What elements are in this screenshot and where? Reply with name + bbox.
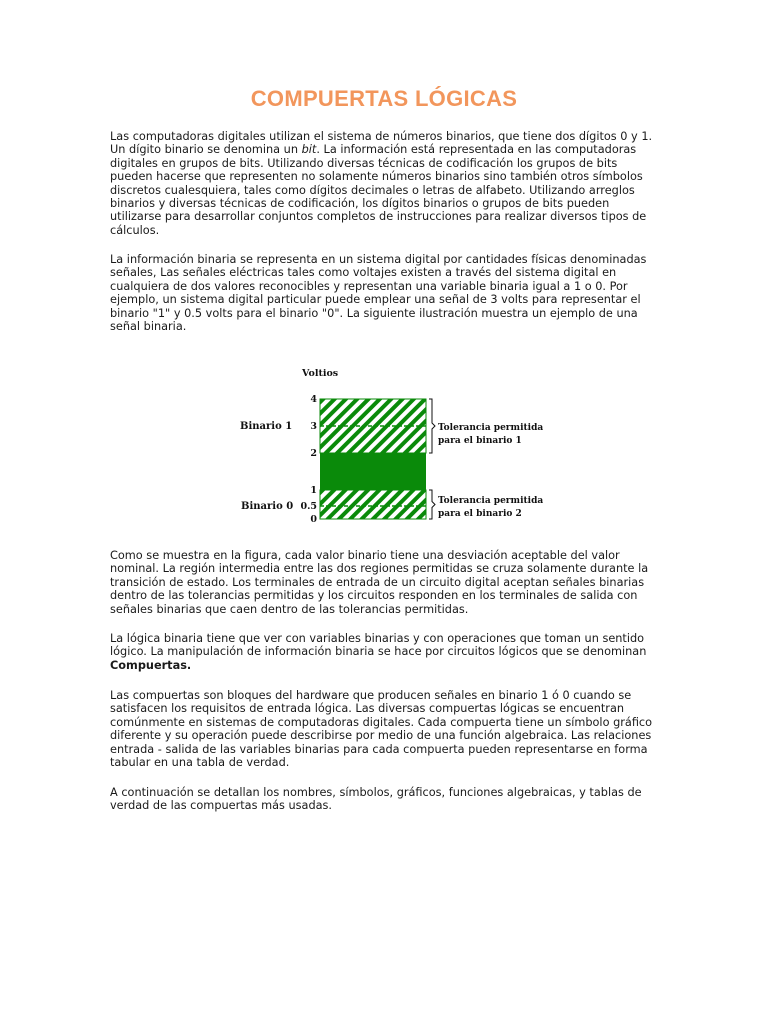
tolerance-binary1-line1: Tolerancia permitida [438,423,544,433]
compuertas-term: Compuertas. [110,658,192,672]
paragraph-binary-logic [110,632,660,672]
paragraph-intro-text-a: Las computadoras digitales utilizan el sistema de números binarios, que tiene dos dígitos 0 y 1. Un dígito binario se denomina un [110,130,653,157]
binary0-tolerance-bracket [429,490,435,519]
tolerance-binary0-line1: Tolerancia permitida [438,496,544,506]
tick-label-4: 4 [310,394,317,405]
tick-label-0-5: 0.5 [300,501,317,512]
paragraph-intro-text-b: . La información está representada en las computadoras digitales en grupos de bits. Utilizando diversas técnicas de codificación los grupos de bits pueden hacerse que representen no solamente números binarios sino también otros símbolos discretos cualesquiera, tales como dígitos decimales o letras de alfabeto. Utilizando arreglos binarios y diversas técnicas de codificación, los dígitos binarios o grupos de bits pueden utilizarse para desarrollar conjuntos completos de instrucciones para realizar diversos tipos de cálculos. [110,143,647,237]
bit-term: bit [301,143,317,157]
paragraph-binary-logic-text: La lógica binaria tiene que ver con variables binarias y con operaciones que toman un sentido lógico. La manipulación de información binaria se hace por circuitos lógicos que se denominan [110,632,647,659]
binary1-label: Binario 1 [240,421,293,432]
paragraph-signals: La información binaria se representa en un sistema digital por cantidades físicas denominadas señales, Las señales eléctricas tales como voltajes existen a través del sistema digital en cualquiera de dos valores reconocibles y representan una variable binaria igual a 1 o 0. Por ejemplo, un sistema digital particular puede emplear una señal de 3 volts para representar el binario "1" y 0.5 volts para el binario "0". La siguiente ilustración muestra un ejemplo de una señal binaria. [110,253,647,334]
tolerance-binary0-line2: para el binario 2 [438,509,522,519]
paragraph-gates: Las compuertas son bloques del hardware que producen señales en binario 1 ó 0 cuando se satisfacen los requisitos de entrada lógica. Las diversas compuertas lógicas se encuentran comúnmente en sistemas de computadoras digitales. Cada compuerta tiene un símbolo gráfico diferente y su operación puede describirse por medio de una función algebraica. Las relaciones entrada - salida de las variables binarias para cada compuerta pueden representarse en forma tabular en una tabla de verdad. [110,689,653,770]
axis-label-voltios: Voltios [302,368,339,379]
tick-label-2: 2 [310,448,317,459]
page-title: COMPUERTAS LÓGICAS [250,86,518,111]
tick-label-0: 0 [310,514,317,525]
tick-label-3: 3 [310,421,317,432]
binary0-label: Binario 0 [241,501,294,512]
transition-region-band [320,453,426,490]
paragraph-figure-explanation: Como se muestra en la figura, cada valor binario tiene una desviación aceptable del valor nominal. La región intermedia entre las dos regiones permitidas se cruza solamente durante la transición de estado. Los terminales de entrada de un circuito digital aceptan señales binarias dentro de las tolerancias permitidas y los circuitos responden en los terminales de salida con señales binarias que caen dentro de las tolerancias permitidas. [110,549,649,616]
binary0-tolerance-band [320,490,426,519]
tolerance-binary1-line2: para el binario 1 [438,436,522,446]
paragraph-intro [110,130,660,237]
paragraph-list-intro: A continuación se detallan los nombres, símbolos, gráficos, funciones algebraicas, y tablas de verdad de las compuertas más usadas. [110,786,642,813]
tick-label-1: 1 [310,485,317,496]
binary1-tolerance-bracket [429,399,435,453]
binary-signal-figure [232,363,562,533]
